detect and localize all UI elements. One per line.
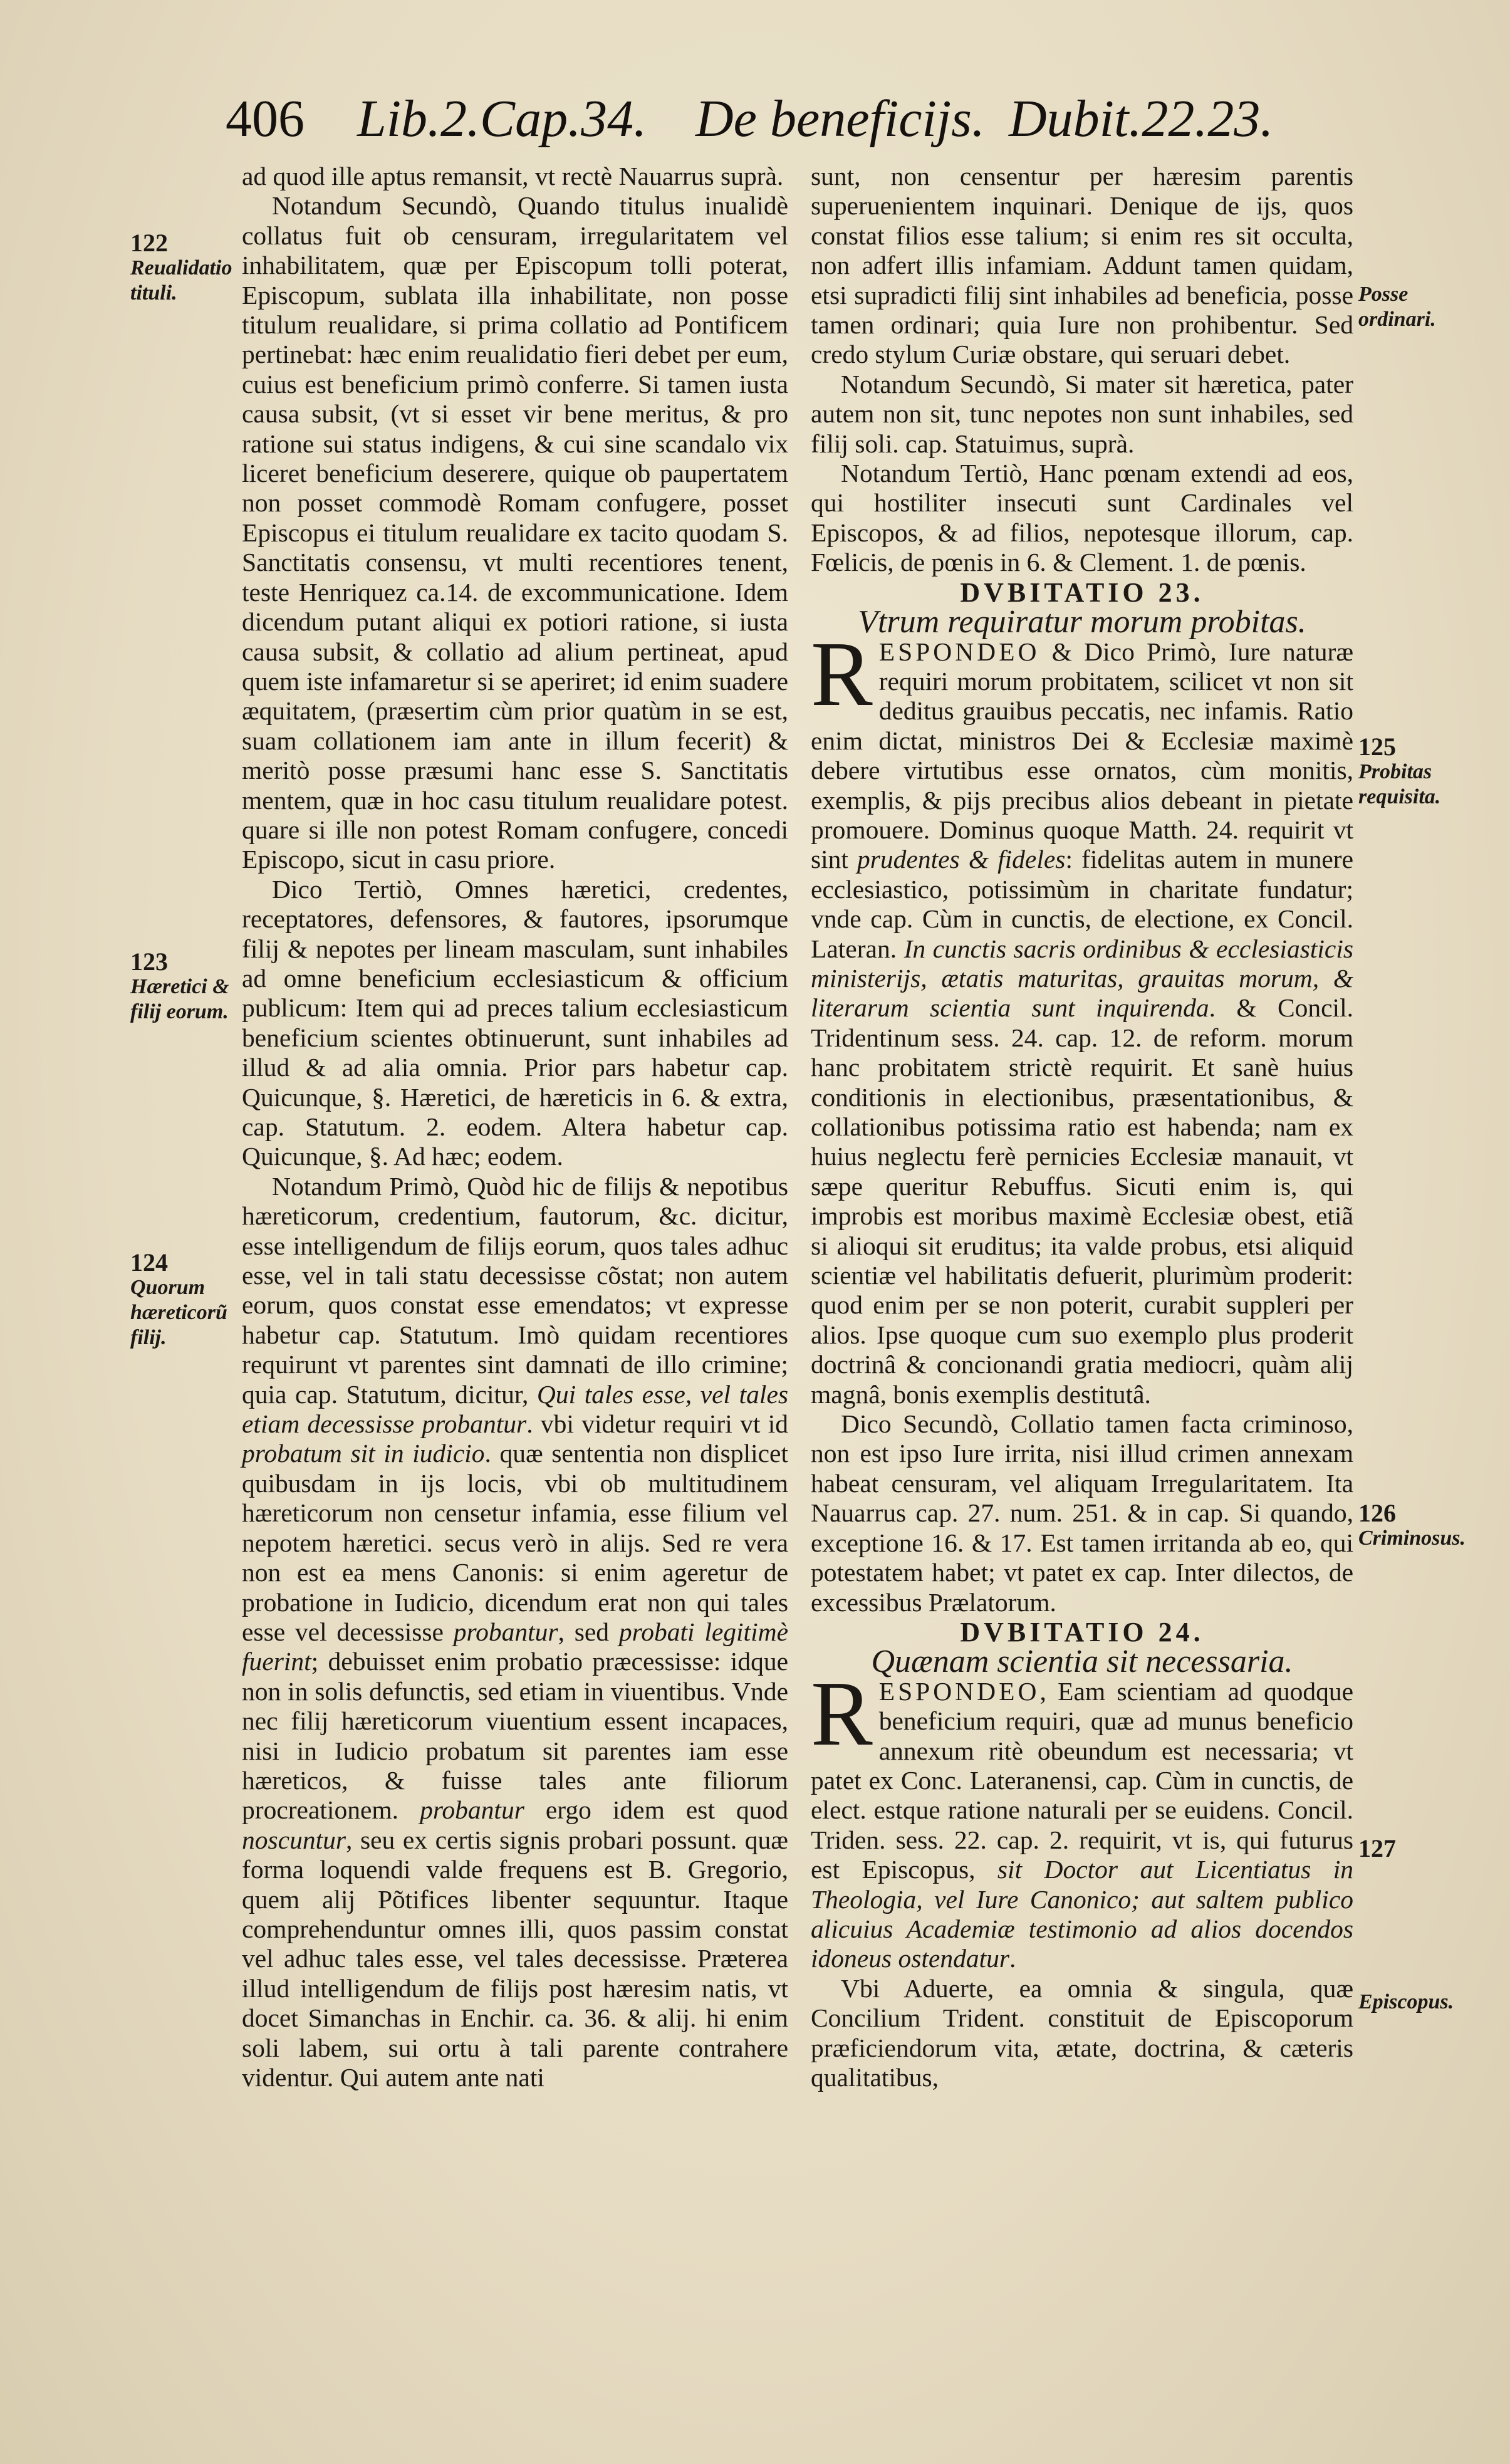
paragraph: RESPONDEO & Dico Primò, Iure naturæ requiri morum probitatem, scilicet vt non sit deditus grauibus peccatis, nec infamis. Ratio enim dictat, ministros Dei & Ecclesiæ maximè debere virtutibus esse ornatos, cùm monitis, exemplis, & pijs precibus alios debeant in pietate promouere. Dominus quoque Matth. 24. requirit vt sint prudentes & fideles: fidelitas autem in munere ecclesiastico, potissimùm in charitate fundatur; vnde cap. Cùm in cunctis, de electione, ex Concil. Lateran. In cunctis sacris ordinibus & ecclesiasticis ministerijs, ætatis maturitas, grauitas morum, & literarum scientia sunt inquirenda. & Concil. Tridentinum sess. 24. cap. 12. de reform. morum hanc probitatem strictè requirit. Et sanè huius conditionis in electionibus, præsentationibus, & collationibus potissima ratio est habenda; nam ex huius neglectu ferè pernicies Ecclesiæ manauit, vt sæpe queritur Rebuffus. Sicuti enim is, qui improbis est moribus maximè Ecclesiæ obest, etiã si alioqui sit eruditus; ita valde probus, etsi aliquid scientiæ vel habilitatis defuerit, plurimùm proderit: quod enim per se non poterit, curabit suppleri per alios. Ipse quoque cum suo exemplo plus proderit doctrinâ & concionandi gratia mediocri, quàm alij magnâ, bonis exemplis destitutâ.	[811, 622, 1354, 1409]
margin-note-122: 122 Reualidatio tituli.	[130, 229, 232, 305]
paragraph: Dico Tertiò, Omnes hæretici, credentes, receptatores, defensores, & fautores, ipsorumque filij & nepotes per lineam masculam, sunt inhabiles ad omne beneficium ecclesiasticum & officium publicum: Item qui ad preces talium ecclesiasticum beneficium scientes obtinuerunt, sunt inhabiles ad illud & ad alia omnia. Prior pars habetur cap. Quicunque, §. Hæretici, de hæreticis in 6. & extra, cap. Statutum. 2. eodem. Altera habetur cap. Quicunque, §. Ad hæc; eodem.	[242, 874, 788, 1171]
running-header	[226, 88, 1291, 150]
drop-cap: R	[811, 622, 873, 726]
margin-note-125: 125 Probitas requisita.	[1358, 733, 1441, 808]
margin-note-127: 127	[1358, 1834, 1396, 1862]
paragraph: sunt, non censentur per hæresim parentis superuenientem inquinari. Denique de ijs, quos constat filios esse talium; si enim res sit occulta, non adfert illis infamiam. Addunt tamen quidam, etsi supradicti filij sint inhabiles ad beneficia, posse tamen ordinari; quia Iure non prohibentur. Sed credo stylum Curiæ obstare, qui seruari debet.	[811, 162, 1353, 369]
paragraph: Notandum Secundò, Quando titulus inualidè collatus fuit ob censuram, irregularitatem vel inhabilitatem, quæ per Episcopum tolli poterat, Episcopum, sublata illa inhabilitate, non posse titulum reualidare, si prima collatio ad Pontificem pertinebat: hæc enim reualidatio fieri debet per eum, cuius est beneficium primò conferre. Si tamen iusta causa subsit, (vt si esset vir bene meritus, & pro ratione sui status indigens, & cui sine scandalo vix liceret beneficium deserere, quique ob paupertatem non posset commodè Romam confugere, posset Episcopus ei titulum reualidare ex tacito quodam S. Sanctitatis consensu, vt multi recentiores tenent, teste Henriquez ca.14. de excommunicatione. Idem dicendum putant aliqui ex potiori ratione, si iusta causa subsit, & collatio ad alium pertineat, apud quem iste infamaretur si se aperiret; id enim suadere æquitatem, (præsertim cùm prior quatùm in se est, suam collationem iam ante in illum fecerit) & meritò posse præsumi hanc esse S. Sanctitatis mentem, quæ in hoc casu titulum reualidare potest. quare si ille non potest Romam confugere, concedi Episcopo, sicut in casu priore.	[242, 191, 788, 874]
margin-note-126: 126 Criminosus.	[1358, 1499, 1466, 1550]
section-subheading: Quænam scientia sit necessaria.	[871, 1644, 1293, 1680]
margin-note-episcopus: Episcopus.	[1358, 1990, 1454, 2013]
paragraph: RESPONDEO, Eam scientiam ad quodque beneficium requiri, quæ ad munus beneficio annexum ritè obeundum est necessaria; vt patet ex Conc. Lateranensi, cap. Cùm in cunctis, de elect. estque ratione naturali per se euidens. Concil. Triden. sess. 22. cap. 2. requirit, vt is, qui futurus est Episcopus, sit Doctor aut Licentiatus in Theologia, vel Iure Canonico; aut saltem publico alicuius Academiæ testimonio ad alios docendos idoneus ostendatur.	[811, 1662, 1354, 1973]
page-number: 406	[226, 90, 305, 148]
margin-note-124: 124 Quorum hæreticorũ filij.	[130, 1248, 227, 1349]
dubitatio-range: Dubit.22.23.	[1009, 90, 1274, 148]
right-text-column	[811, 162, 1353, 2092]
section-heading: DVBITATIO 24.	[960, 1616, 1204, 1647]
section-subheading: Vtrum requiratur morum probitas.	[858, 604, 1306, 640]
paragraph: Vbi Aduerte, ea omnia & singula, quæ Concilium Trident. constituit de Episcoporum præficiendorum vita, ætate, doctrina, & cæteris qualitatibus,	[811, 1973, 1353, 2092]
drop-cap: R	[811, 1662, 873, 1765]
left-text-column	[242, 162, 788, 2092]
topic-label: De beneficijs.	[695, 90, 985, 148]
paragraph: Notandum Tertiò, Hanc pœnam extendi ad eos, qui hostiliter insecuti sunt Cardinales vel Episcopos, & ad filios, nepotesque illorum, cap. Fœlicis, de pœnis in 6. & Clement. 1. de pœnis.	[811, 459, 1353, 577]
margin-note-123: 123 Hæretici & filij eorum.	[130, 947, 229, 1023]
section-heading: DVBITATIO 23.	[960, 577, 1204, 608]
paragraph: Notandum Secundò, Si mater sit hæretica, pater autem non sit, tunc nepotes non sunt inhabiles, sed filij soli. cap. Statuimus, suprà.	[811, 369, 1353, 458]
paragraph: Notandum Primò, Quòd hic de filijs & nepotibus hæreticorum, credentium, fautorum, &c. dicitur, esse intelligendum de filijs eorum, quos tales adhuc esse, vel in tali statu decessisse cõstat; non autem eorum, quos constat esse emendatos; vt expresse habetur cap. Statutum. Imò quidam recentiores requirunt vt parentes sint damnati de illo crimine; quia cap. Statutum, dicitur, Qui tales esse, vel tales etiam decessisse probantur. vbi videtur requiri vt id probatum sit in iudicio. quæ sententia non displicet quibusdam in ijs locis, vbi ob multitudinem hæreticorum non censetur infamia, esse filium vel nepotem hæretici. secus verò in alijs. Sed re vera non est ea mens Canonis: si enim ageretur de probatione in Iudicio, dicendum erat non qui tales esse vel decessisse probantur, sed probati legitimè fuerint; debuisset enim probatio præcessisse: idque non in solis defunctis, sed etiam in viuentibus. Vnde nec filij hæreticorum viuentium essent incapaces, nisi in Iudicio probatum sit parentes iam esse hæreticos, & fuisse tales ante filiorum procreationem. probantur ergo idem est quod noscuntur, seu ex certis signis probari possunt. quæ forma loquendi valde frequens est B. Gregorio, quem alij Põtifices libenter sequuntur. Itaque comprehenduntur omnes illi, quos passim constat vel adhuc tales esse, vel tales decessisse. Præterea illud intelligendum de filijs post hæresim natis, vt docet Simanchas in Enchir. ca. 36. & alij. hi enim soli labem, sui ortu à tali parente contrahere videntur. Qui autem ante nati	[242, 1171, 789, 2092]
paragraph: Dico Secundò, Collatio tamen facta criminoso, non est ipso Iure irrita, nisi illud crimen annexam habeat censuram, vel aliquam Irregularitatem. Ita Nauarrus cap. 27. num. 251. & in cap. Si quando, exceptione 16. & 17. Est tamen irritanda ab eo, qui potestatem habet; vt patet ex cap. Inter dilectos, de excessibus Prælatorum.	[811, 1409, 1353, 1617]
margin-note-posse-ordinari: Posse ordinari.	[1358, 283, 1436, 331]
chapter-label: Lib.2.Cap.34.	[357, 90, 647, 148]
paragraph: ad quod ille aptus remansit, vt rectè Nauarrus suprà.	[242, 162, 784, 191]
